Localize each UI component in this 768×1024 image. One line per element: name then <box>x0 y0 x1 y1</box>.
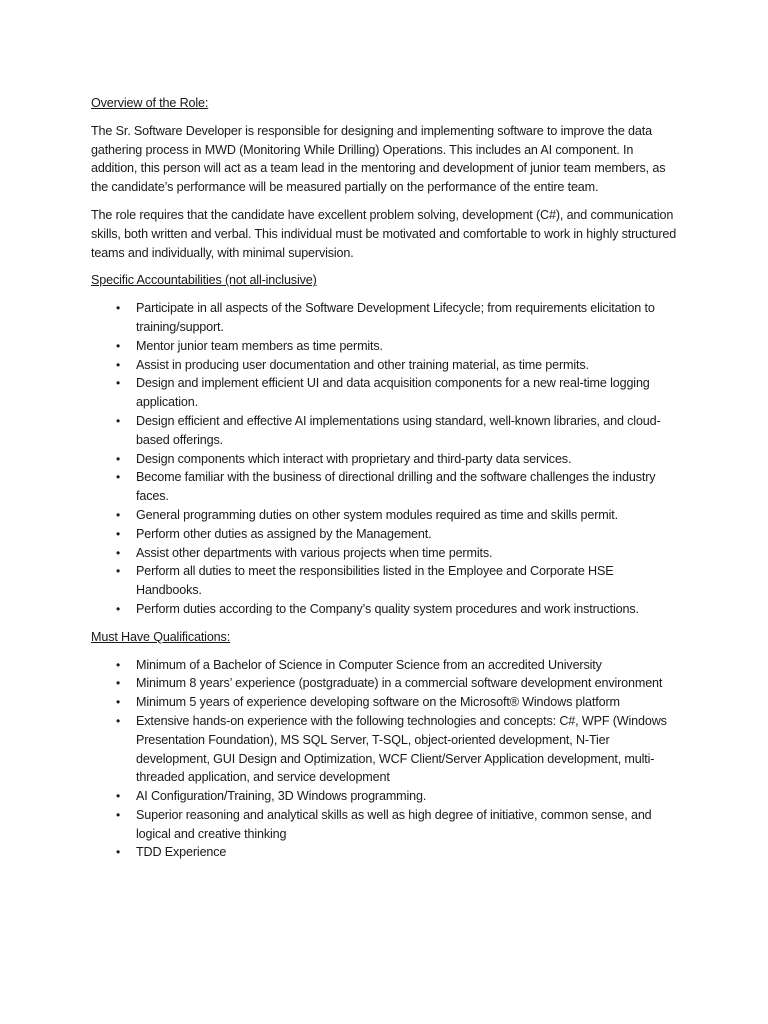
qualifications-heading: Must Have Qualifications: <box>91 629 231 644</box>
list-item <box>91 450 681 469</box>
bullet-icon: • <box>116 413 121 428</box>
list-item-text: General programming duties on other system modules required as time and skills permit. <box>136 507 618 522</box>
list-item <box>91 544 681 563</box>
list-item-text: Design and implement efficient UI and data acquisition components for a new real-time logging application. <box>136 376 650 410</box>
list-item <box>91 374 681 412</box>
list-item-text: Assist in producing user documentation and other training material, as time permits. <box>136 357 589 372</box>
list-item-text: Assist other departments with various projects when time permits. <box>136 545 493 560</box>
bullet-icon: • <box>116 451 121 466</box>
bullet-icon: • <box>116 676 121 691</box>
bullet-icon: • <box>116 507 121 522</box>
list-item <box>91 656 681 675</box>
bullet-icon: • <box>116 695 121 710</box>
bullet-icon: • <box>116 601 121 616</box>
bullet-icon: • <box>116 376 121 391</box>
bullet-icon: • <box>116 789 121 804</box>
qualifications-list <box>91 656 681 863</box>
list-item-text: Design components which interact with proprietary and third-party data services. <box>136 451 572 466</box>
list-item-text: AI Configuration/Training, 3D Windows programming. <box>136 789 427 804</box>
bullet-icon: • <box>116 301 121 316</box>
bullet-icon: • <box>116 545 121 560</box>
bullet-icon: • <box>116 807 121 822</box>
list-item-text: Perform all duties to meet the responsibilities listed in the Employee and Corporate HSE Handbooks. <box>136 564 614 598</box>
list-item-text: Minimum 5 years of experience developing software on the Microsoft® Windows platform <box>136 695 620 710</box>
list-item <box>91 806 681 844</box>
list-item-text: Design efficient and effective AI implementations using standard, well-known libraries, and cloud-based offerings. <box>136 413 661 447</box>
list-item-text: Participate in all aspects of the Software Development Lifecycle; from requirements elicitation to training/support. <box>136 301 655 334</box>
list-item <box>91 693 681 712</box>
overview-heading: Overview of the Role: <box>91 96 209 110</box>
list-item-text: TDD Experience <box>136 845 227 860</box>
list-item <box>91 412 681 450</box>
document-body <box>91 94 681 871</box>
list-item <box>91 468 681 506</box>
list-item-text: Minimum of a Bachelor of Science in Computer Science from an accredited University <box>136 657 602 672</box>
bullet-icon: • <box>116 526 121 541</box>
list-item <box>91 356 681 375</box>
list-item-text: Superior reasoning and analytical skills as well as high degree of initiative, common sense, and logical and creative thinking <box>136 807 652 841</box>
bullet-icon: • <box>116 357 121 372</box>
list-item <box>91 299 681 337</box>
overview-paragraph-2: The role requires that the candidate have excellent problem solving, development (C#), and communication skills, both written and verbal. This individual must be motivated and comfortable to work in highly structured teams and individually, with minimal supervision. <box>91 207 677 260</box>
bullet-icon: • <box>116 564 121 579</box>
list-item <box>91 337 681 356</box>
list-item <box>91 674 681 693</box>
list-item-text: Perform duties according to the Company’s quality system procedures and work instructions. <box>136 601 639 616</box>
accountabilities-heading: Specific Accountabilities (not all-inclusive) <box>91 273 317 288</box>
list-item <box>91 600 681 619</box>
list-item-text: Mentor junior team members as time permits. <box>136 338 383 353</box>
bullet-icon: • <box>116 657 121 672</box>
list-item <box>91 843 681 862</box>
list-item-text: Extensive hands-on experience with the following technologies and concepts: C#, WPF (Windows Presentation Foundation), MS SQL Server, T-SQL, object-oriented development, N-Tier development, GUI Design and Optimization, WCF Client/Server Application development, multi-threaded application, and service development <box>136 713 667 785</box>
list-item <box>91 525 681 544</box>
list-item <box>91 712 681 787</box>
bullet-icon: • <box>116 845 121 860</box>
list-item-text: Minimum 8 years’ experience (postgraduate) in a commercial software development environment <box>136 676 663 691</box>
bullet-icon: • <box>116 470 121 485</box>
accountabilities-list <box>91 299 681 619</box>
list-item-text: Perform other duties as assigned by the Management. <box>136 526 432 541</box>
list-item <box>91 562 681 600</box>
bullet-icon: • <box>116 338 121 353</box>
list-item <box>91 506 681 525</box>
bullet-icon: • <box>116 713 121 728</box>
overview-paragraph-1: The Sr. Software Developer is responsible for designing and implementing software to improve the data gathering process in MWD (Monitoring While Drilling) Operations. This includes an AI component. In addition, this person will act as a team lead in the mentoring and development of junior team members, as the candidate’s performance will be measured partially on the performance of the entire team. <box>91 123 666 195</box>
list-item <box>91 787 681 806</box>
list-item-text: Become familiar with the business of directional drilling and the software challenges the industry faces. <box>136 470 656 504</box>
